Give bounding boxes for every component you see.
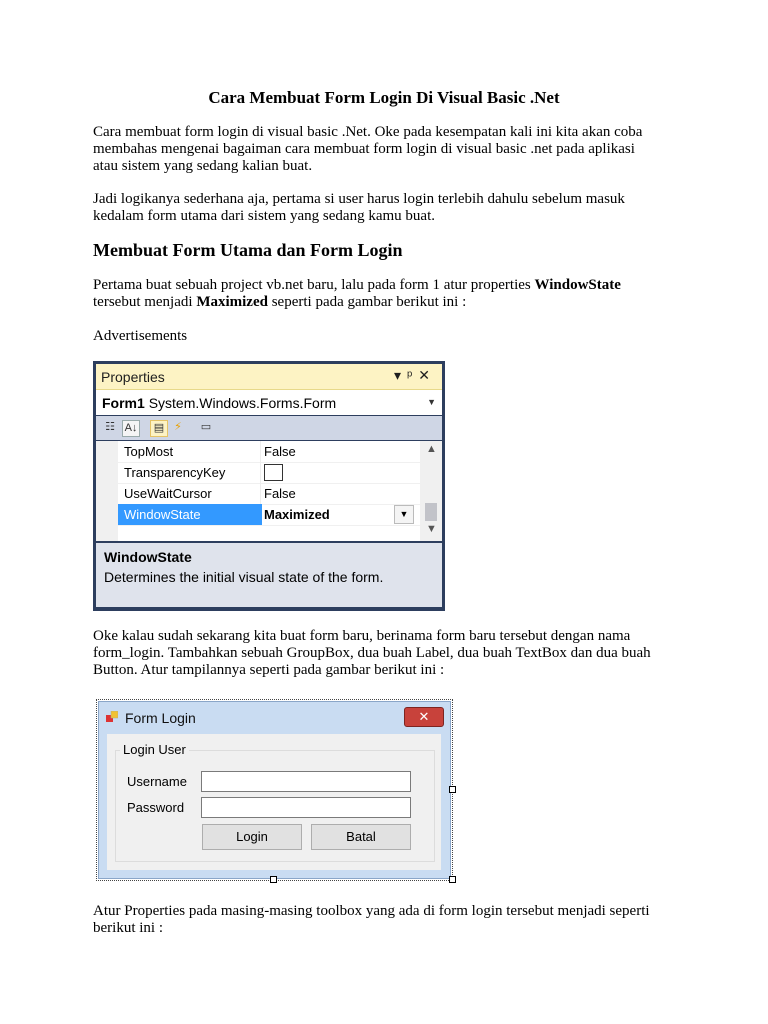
- alphabetical-icon[interactable]: A↓: [122, 420, 140, 437]
- logic-line: Jadi logikanya sederhana aja, pertama si user harus login terlebih dahulu sebelum masuk: [93, 191, 625, 207]
- categorized-icon[interactable]: ☷: [105, 421, 115, 433]
- grid-margin: [96, 441, 118, 541]
- step3-line: Atur Properties pada masing-masing toolbox yang ada di form login tersebut menjadi seperti: [93, 903, 650, 919]
- property-row[interactable]: [118, 483, 420, 505]
- step1-bold-maximized: Maximized: [196, 294, 268, 310]
- property-row-selected[interactable]: [118, 504, 420, 526]
- property-pages-icon[interactable]: ▭: [200, 421, 212, 433]
- property-value[interactable]: Maximized: [264, 507, 330, 522]
- username-input[interactable]: [201, 771, 411, 792]
- intro-line: atau sistem yang sedang kalian buat.: [93, 158, 313, 174]
- color-swatch[interactable]: [264, 464, 283, 481]
- step2-line: form_login. Tambahkan sebuah GroupBox, dua buah Label, dua buah TextBox dan dua buah: [93, 645, 651, 661]
- object-selector[interactable]: [96, 390, 442, 415]
- dropdown-icon[interactable]: ▾: [393, 367, 407, 383]
- step1-bold-windowstate: WindowState: [534, 277, 621, 293]
- intro-line: membahas mengenai bagaiman cara membuat form login di visual basic .net pada aplikasi: [93, 141, 635, 157]
- scroll-up-icon[interactable]: ▲: [426, 443, 437, 455]
- properties-panel: [93, 361, 445, 611]
- username-label: Username: [127, 774, 187, 789]
- close-icon[interactable]: ✕: [404, 707, 444, 727]
- properties-window-controls[interactable]: [394, 367, 436, 384]
- step1-text: tersebut menjadi: [93, 294, 197, 310]
- form-title: Form Login: [125, 710, 196, 726]
- form-designer-frame: [96, 699, 453, 881]
- step2-line: Oke kalau sudah sekarang kita buat form baru, berinama form baru tersebut dengan nama: [93, 628, 631, 644]
- properties-title: Properties: [101, 369, 165, 385]
- resize-handle[interactable]: [270, 876, 277, 883]
- form-login-window: [98, 701, 451, 879]
- advertisements-label: Advertisements: [93, 328, 188, 344]
- chevron-down-icon[interactable]: ▼: [394, 505, 414, 524]
- description-title: WindowState: [104, 549, 192, 565]
- chevron-down-icon[interactable]: ▼: [427, 397, 436, 407]
- section-heading: Membuat Form Utama dan Form Login: [93, 240, 403, 260]
- intro-line: Cara membuat form login di visual basic .Net. Oke pada kesempatan kali ini kita akan coba: [93, 124, 643, 140]
- description-pane: [96, 543, 442, 607]
- resize-handle[interactable]: [449, 876, 456, 883]
- logic-paragraph: [93, 191, 683, 225]
- properties-toolbar: [96, 416, 442, 440]
- property-row[interactable]: [118, 441, 420, 463]
- step1-paragraph: [93, 277, 683, 311]
- scrollbar[interactable]: [420, 441, 442, 541]
- resize-handle[interactable]: [449, 786, 456, 793]
- property-value[interactable]: False: [264, 486, 296, 501]
- step3-paragraph: [93, 903, 683, 937]
- events-icon[interactable]: ⚡: [174, 421, 182, 433]
- property-row[interactable]: [118, 462, 420, 484]
- property-name: TopMost: [124, 444, 174, 459]
- property-grid: [96, 441, 442, 541]
- logic-line: kedalam form utama dari sistem yang sedang kamu buat.: [93, 208, 435, 224]
- step3-line: berikut ini :: [93, 920, 163, 936]
- property-name: WindowState: [118, 504, 262, 525]
- groupbox-label: Login User: [120, 742, 189, 757]
- password-label: Password: [127, 800, 185, 815]
- close-icon[interactable]: ✕: [418, 367, 436, 383]
- property-name: TransparencyKey: [124, 465, 226, 480]
- properties-icon[interactable]: ▤: [150, 420, 168, 437]
- step1-text: seperti pada gambar berikut ini :: [267, 294, 467, 310]
- step2-line: Button. Atur tampilannya seperti pada gambar berikut ini :: [93, 662, 445, 678]
- document-title: Cara Membuat Form Login Di Visual Basic .Net: [208, 88, 560, 107]
- properties-titlebar: [96, 364, 442, 390]
- step2-paragraph: [93, 628, 683, 679]
- object-name: Form1: [102, 395, 145, 411]
- description-text: Determines the initial visual state of the form.: [104, 569, 384, 585]
- intro-paragraph: [93, 124, 683, 175]
- form-client-area: [107, 734, 441, 870]
- form-icon: [106, 711, 118, 723]
- scroll-down-icon[interactable]: ▼: [426, 523, 437, 535]
- password-input[interactable]: [201, 797, 411, 818]
- property-value[interactable]: False: [264, 444, 296, 459]
- scroll-thumb[interactable]: [425, 503, 437, 521]
- object-type: System.Windows.Forms.Form: [148, 395, 337, 411]
- login-button[interactable]: Login: [202, 824, 302, 850]
- pin-icon[interactable]: ᵖ: [406, 367, 419, 383]
- step1-text: Pertama buat sebuah project vb.net baru, lalu pada form 1 atur properties: [93, 277, 535, 293]
- cancel-button[interactable]: Batal: [311, 824, 411, 850]
- property-name: UseWaitCursor: [124, 486, 212, 501]
